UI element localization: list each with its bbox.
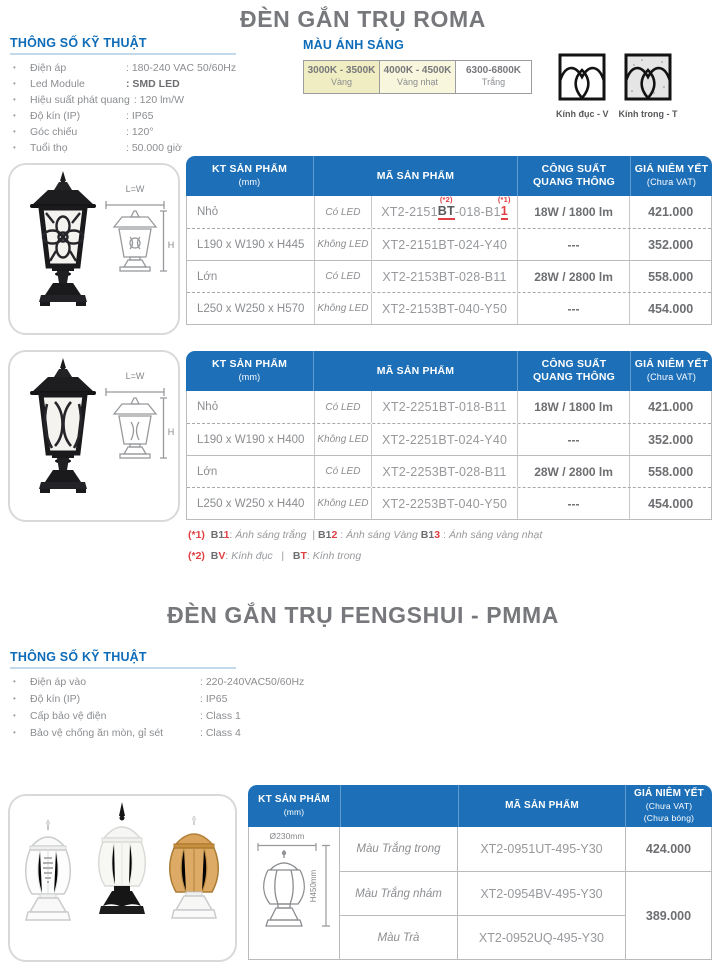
price: 352.000 xyxy=(629,229,711,260)
led-variant: Không LED xyxy=(314,229,372,260)
table-header xyxy=(186,156,712,196)
product-code: XT2-0954BV-495-Y30 xyxy=(480,886,603,901)
price: 352.000 xyxy=(629,424,711,455)
fengshui-product-photo xyxy=(8,794,237,962)
light-color-heading: MÀU ÁNH SÁNG xyxy=(303,38,405,52)
bullet-icon xyxy=(10,725,30,741)
swatch-warm: 3000K - 3500K Vàng xyxy=(303,60,380,94)
header-empty xyxy=(340,785,458,827)
table-header xyxy=(186,351,712,391)
spec-item: • Tuổi thọ : 50.000 giờ xyxy=(10,140,236,156)
header-power: CÔNG SUẤT QUANG THÔNG xyxy=(517,156,630,196)
color-temperature-swatches xyxy=(303,60,531,94)
table-rows xyxy=(340,827,625,959)
dim-label-height: H450mm xyxy=(308,869,318,903)
size-dims: L190 x W190 x H445 xyxy=(197,238,305,251)
product-code-annotated: XT2-2151 (*2) BT -018-B1 (*1) 1 xyxy=(371,196,516,228)
led-variant: Có LED xyxy=(314,456,372,487)
table-row xyxy=(187,455,711,487)
product-code: XT2-2253BT-040-Y50 xyxy=(371,488,516,519)
glass-types xyxy=(556,53,677,119)
light-color-block xyxy=(303,38,531,94)
bullet-icon xyxy=(10,108,30,124)
price: 421.000 xyxy=(629,196,711,228)
spec-item: • Điện áp vào : 220-240VAC50/60Hz xyxy=(10,674,304,691)
power-lumen: --- xyxy=(517,229,630,260)
bullet-icon xyxy=(10,674,30,690)
roma-table-2 xyxy=(186,351,712,520)
product-code: XT2-2253BT-028-B11 xyxy=(371,456,516,487)
product-code: XT2-2151BT-024-Y40 xyxy=(371,229,516,260)
roma-table-1 xyxy=(186,156,712,325)
header-power: CÔNG SUẤT QUANG THÔNG xyxy=(517,351,630,391)
product-code: XT2-0952UQ-495-Y30 xyxy=(478,931,604,945)
fengshui-specs-heading: THÔNG SỐ KỸ THUẬT xyxy=(10,650,147,664)
bullet-icon xyxy=(10,60,30,76)
table-row xyxy=(187,260,711,292)
header-price: GIÁ NIÊM YẾT (Chưa VAT) xyxy=(630,156,712,196)
price-merged: 389.000 xyxy=(626,871,711,959)
bullet-icon xyxy=(10,708,30,724)
glass-frosted: Kính đục - V xyxy=(556,53,609,119)
header-code: MÃ SẢN PHẨM xyxy=(313,156,517,196)
spec-item: • Cấp bảo vệ điện : Class 1 xyxy=(10,708,304,725)
power-lumen: --- xyxy=(517,293,630,324)
roma-specs-heading: THÔNG SỐ KỸ THUẬT xyxy=(10,36,147,50)
product-code: XT2-2153BT-028-B11 xyxy=(371,261,516,292)
bullet-icon xyxy=(10,691,30,707)
size-name: Nhỏ xyxy=(197,206,219,218)
power-lumen: 28W / 2800 lm xyxy=(517,456,630,487)
size-name: Lớn xyxy=(197,270,218,283)
price-column xyxy=(625,827,711,959)
header-code: MÃ SẢN PHẨM xyxy=(458,785,625,827)
bullet-icon xyxy=(10,92,30,108)
table-row xyxy=(187,391,711,423)
table-row xyxy=(340,871,625,915)
header-price: GIÁ NIÊM YẾT (Chưa VAT) xyxy=(630,351,712,391)
price: 558.000 xyxy=(629,456,711,487)
roma-product-photo-1 xyxy=(8,163,180,335)
dimension-diagram-cell xyxy=(249,827,340,959)
fengshui-lamps-illustration xyxy=(10,796,235,960)
table-row xyxy=(340,827,625,871)
price: 454.000 xyxy=(629,488,711,519)
roma-specs xyxy=(10,36,236,156)
roma-lantern-2-illustration xyxy=(10,352,178,520)
swatch-neutral: 4000K - 4500K Vàng nhạt xyxy=(379,60,456,94)
header-code: MÃ SẢN PHẨM xyxy=(313,351,517,391)
spec-item: • Điện áp : 180-240 VAC 50/60Hz xyxy=(10,60,236,76)
table-row xyxy=(187,487,711,519)
size-name: Nhỏ xyxy=(197,401,219,413)
table-body xyxy=(186,391,712,520)
spec-item: • Bảo vệ chống ăn mòn, gỉ sét : Class 4 xyxy=(10,725,304,742)
table-row xyxy=(187,196,711,228)
heading-underline xyxy=(10,53,236,55)
roma-product-photo-2 xyxy=(8,350,180,522)
header-kt: KT SẢN PHẨM (mm) xyxy=(211,358,288,382)
price: 454.000 xyxy=(629,293,711,324)
table-row xyxy=(187,292,711,324)
size-dims: L250 x W250 x H570 xyxy=(197,302,305,315)
led-variant: Có LED xyxy=(314,196,372,228)
product-code: XT2-0951UT-495-Y30 xyxy=(480,842,603,856)
header-kt: KT SẢN PHẨM (mm) xyxy=(211,163,288,187)
frosted-glass-icon xyxy=(558,53,606,101)
fengshui-section-title: ĐÈN GẮN TRỤ FENGSHUI - PMMA xyxy=(167,602,559,628)
led-variant: Có LED xyxy=(314,261,372,292)
footnote-ref-2: (*2) xyxy=(439,194,453,204)
fengshui-specs xyxy=(10,650,304,742)
spec-item: • Hiệu suất phát quang : 120 lm/W xyxy=(10,92,236,108)
led-variant: Không LED xyxy=(314,424,372,455)
heading-underline xyxy=(10,667,236,669)
color-variant: Màu Trắng trong xyxy=(340,827,458,871)
led-variant: Không LED xyxy=(314,488,372,519)
product-code: XT2-2251BT-024-Y40 xyxy=(371,424,516,455)
bullet-icon xyxy=(10,76,30,92)
table-row xyxy=(340,915,625,960)
size-dims: L250 x W250 x H440 xyxy=(197,497,305,510)
price: 558.000 xyxy=(629,261,711,292)
table-body xyxy=(248,827,712,960)
power-lumen: --- xyxy=(517,488,630,519)
color-variant: Màu Trà xyxy=(340,916,458,960)
table-header xyxy=(248,785,712,827)
footnote-ref-1: (*1) xyxy=(497,194,511,204)
table-row xyxy=(187,228,711,260)
dim-label-lw: L=W xyxy=(125,184,145,194)
footnote-1: (*1) B11: Ánh sáng trắng | B12 : Ánh sáng Vàng B13 : Ánh sáng vàng nhạt xyxy=(188,529,543,541)
spec-item: • Led Module : SMD LED xyxy=(10,76,236,92)
roma-section-title: ĐÈN GẮN TRỤ ROMA xyxy=(240,6,486,32)
dim-label-h: H xyxy=(167,240,175,250)
led-variant: Có LED xyxy=(314,391,372,423)
swatch-white: 6300-6800K Trắng xyxy=(455,60,532,94)
clear-glass-icon xyxy=(624,53,672,101)
power-lumen: 18W / 1800 lm xyxy=(517,196,630,228)
size-dims: L190 x W190 x H400 xyxy=(197,433,305,446)
power-lumen: 18W / 1800 lm xyxy=(517,391,630,423)
roma-lantern-1-illustration xyxy=(10,165,178,333)
spec-item: • Góc chiếu : 120° xyxy=(10,124,236,140)
fengshui-table xyxy=(248,785,712,960)
led-variant: Không LED xyxy=(314,293,372,324)
header-kt: KT SẢN PHẨM (mm) xyxy=(258,794,330,817)
table-row xyxy=(187,423,711,455)
price: 424.000 xyxy=(645,842,692,856)
footnote-2: (*2) BV: Kính đục | BT: Kính trong xyxy=(188,550,362,562)
bullet-icon xyxy=(10,140,30,156)
size-name: Lớn xyxy=(197,465,218,478)
power-lumen: --- xyxy=(517,424,630,455)
power-lumen: 28W / 2800 lm xyxy=(517,261,630,292)
price: 421.000 xyxy=(629,391,711,423)
glass-clear: Kính trong - T xyxy=(619,53,678,119)
dim-label-h: H xyxy=(167,427,175,437)
product-code: XT2-2251BT-018-B11 xyxy=(371,391,516,423)
fengshui-dimension-diagram xyxy=(250,830,338,956)
product-code: XT2-2153BT-040-Y50 xyxy=(371,293,516,324)
header-price: GIÁ NIÊM YẾT (Chưa VAT) (Chưa bóng) xyxy=(625,785,712,827)
table-body xyxy=(186,196,712,325)
color-variant: Màu Trắng nhám xyxy=(340,872,458,915)
spec-item: • Độ kín (IP) : IP65 xyxy=(10,691,304,708)
spec-item: • Độ kín (IP) : IP65 xyxy=(10,108,236,124)
bullet-icon xyxy=(10,124,30,140)
dim-label-lw: L=W xyxy=(125,371,145,381)
dim-label-diameter: Ø230mm xyxy=(269,831,305,841)
